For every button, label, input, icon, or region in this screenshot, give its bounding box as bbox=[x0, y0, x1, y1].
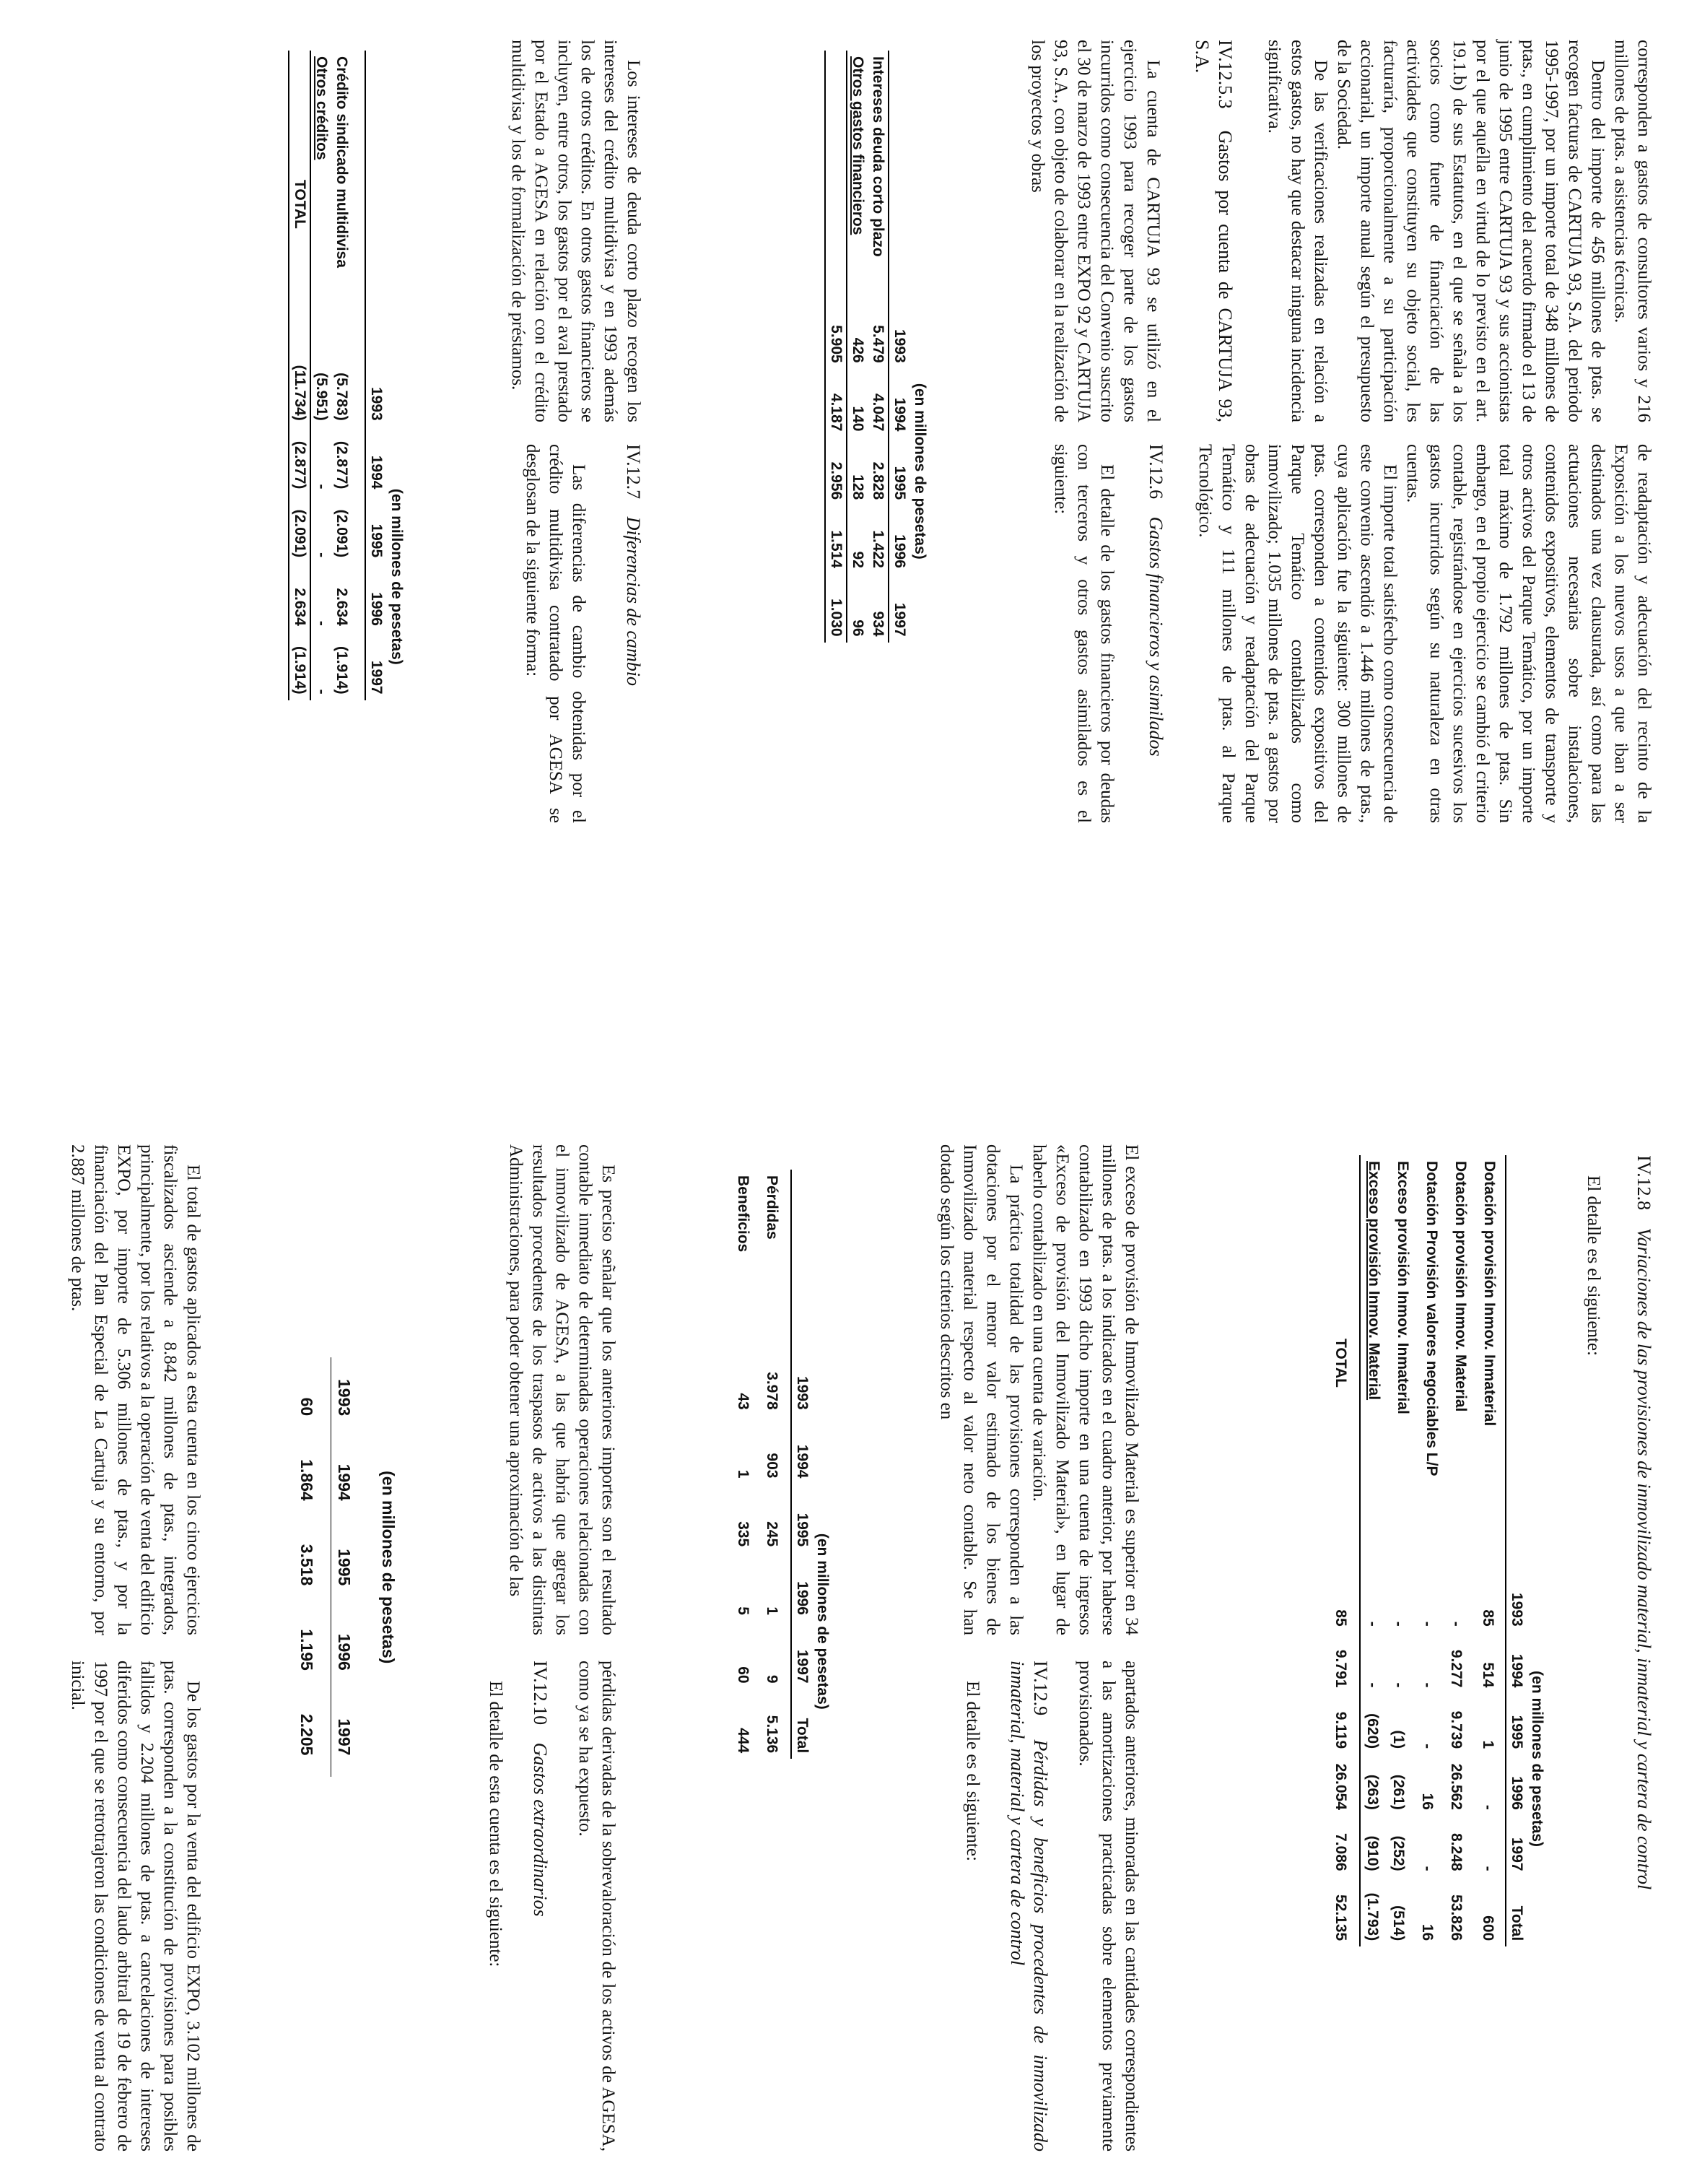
table-row-label: Dotación provisión Inmov. Material bbox=[1452, 1161, 1469, 1412]
table-cell: 92 bbox=[850, 551, 866, 568]
table-total-cell: (2.877) bbox=[292, 440, 308, 490]
section-title: Gastos financieros y asimilados bbox=[1146, 516, 1166, 757]
table-cell: - bbox=[1419, 1866, 1436, 1871]
paragraph: Es preciso señalar que los anteriores importes son el resultado contable inmediato de determinadas operaciones relacionadas con el inmovilizado de AGESA, a las que habría que agregar los resultados procedentes de los traspasos de activos a las distintas Administraciones, para poder obtener una aproximación de las bbox=[506, 1144, 618, 1635]
paragraph: de readaptación y adecuación del recinto de la Exposición a los nuevos usos a que iban a ser destinados una vez clausurada, así como para las actuaciones necesarias sobre instalaciones, contenidos expositivos, elementos de transporte y otros activos del Parque Temático, por un importe total máximo de 1.792 millones de ptas. Sin embargo, en el propio ejercicio se cambió el criterio contable, registrándose en ejercicios sucesivos los gastos incurridos según su naturaleza en otras cuentas. bbox=[1403, 444, 1654, 823]
section-heading bbox=[1190, 40, 1236, 422]
section-number: IV.12.7 bbox=[623, 444, 644, 500]
table-cell: 444 bbox=[735, 1728, 751, 1754]
table-cell: 600 bbox=[1480, 1915, 1496, 1941]
table-unit-label: (en millones de pesetas) bbox=[912, 383, 928, 560]
table-column-header: 1993 bbox=[794, 1376, 811, 1410]
table-total-cell: 7.086 bbox=[1332, 1833, 1349, 1871]
table-cell: 5 bbox=[735, 1606, 751, 1615]
table-column-header: 1995 bbox=[368, 523, 385, 558]
table-diferencias-cambio bbox=[288, 51, 406, 700]
text-block bbox=[506, 40, 645, 422]
table-unit-label: (en millones de pesetas) bbox=[388, 488, 405, 665]
table-cell: (620) bbox=[1364, 1713, 1381, 1749]
paragraph: El exceso de provisión de Inmovilizado Material es superior en 34 millones de ptas. a los indicados en el cuadro anterior, por haberse contabilizado en 1993 dicho importe en una cuenta de ingresos «Exceso de provisión del Inmovilizado Material», en lugar de haberlo contabilizado en una cuenta de variación. bbox=[1029, 1144, 1141, 1635]
text-block bbox=[961, 1661, 1143, 2152]
table-total-cell: 5.905 bbox=[828, 325, 845, 363]
table-cell: 245 bbox=[764, 1521, 780, 1547]
table-cell: (5.951) bbox=[313, 373, 330, 421]
table-column-header: 1993 bbox=[368, 387, 385, 421]
section-heading bbox=[528, 1661, 551, 2152]
table-cell: 128 bbox=[850, 474, 866, 500]
section-number: IV.12.10 bbox=[530, 1661, 551, 1726]
table-cell: 8.248 bbox=[1448, 1833, 1465, 1871]
table-cell: 5.479 bbox=[870, 325, 886, 363]
table-total-cell: 1.030 bbox=[828, 599, 845, 637]
paragraph: La cuenta de CARTUJA 93 se utilizó en el ejercicio 1993 para recoger parte de los gastos incurridos como consecuencia del Convenio suscrito el 30 de marzo de 1993 entre EXPO 92 y CARTUJA 93, S.A., con objeto de colaborar en la realización de los proyectos y obras bbox=[1028, 40, 1163, 422]
section-title: Diferencias de cambio bbox=[623, 516, 644, 687]
table-column-header: 1996 bbox=[794, 1581, 811, 1615]
table-total-cell: 2.634 bbox=[292, 588, 308, 626]
table-cell: 53.826 bbox=[1448, 1894, 1465, 1941]
text-block bbox=[66, 1144, 204, 1635]
table-cell: 1.864 bbox=[297, 1459, 316, 1501]
table-gastos-financieros bbox=[824, 51, 930, 643]
table-unit-label: (en millones de pesetas) bbox=[814, 1533, 831, 1710]
table-column-header: 1993 bbox=[891, 329, 908, 363]
section-title: Pérdidas y beneficios procedentes de inmovilizado inmaterial, material y cartera de control bbox=[1007, 1661, 1051, 2152]
table-cell: 5.136 bbox=[764, 1715, 780, 1754]
table-row-label: Pérdidas bbox=[764, 1175, 780, 1240]
table-cell: 903 bbox=[764, 1453, 780, 1479]
table-row-label: Dotación Provisión valores negociables L/P bbox=[1423, 1161, 1440, 1476]
table-cell: 1 bbox=[735, 1469, 751, 1479]
table-cell: 3.518 bbox=[297, 1544, 316, 1586]
table-row-label: Otros gastos financieros bbox=[850, 56, 866, 235]
table-row-label: Exceso provisión Inmov. Inmaterial bbox=[1395, 1161, 1411, 1414]
table-column-header: 1997 bbox=[331, 1692, 357, 1778]
table-total-cell: 9.791 bbox=[1332, 1649, 1349, 1688]
paragraph: De los gastos por la venta del edificio EXPO, 3.102 millones de ptas. corresponden a la constitución de provisiones para posibles fallidos y 2.204 millones de ptas. a cancelaciones de intereses diferidos como consecuencia del laudo arbitral de 19 de febrero de 1997 por el que se retrotrajeron las condiciones de venta al contrato inicial. bbox=[68, 1661, 203, 2152]
text-block bbox=[484, 1661, 619, 2152]
table-cell: 1 bbox=[764, 1606, 780, 1615]
paragraph: El importe total satisfecho como consecuencia de este convenio ascendió a 1.446 millones de ptas., cuya aplicación fue la siguiente: 300 millones de ptas. corresponden a contenidos expositivos del Parque Temático contabilizados como inmovilizado; 1.035 millones de ptas. a gastos por obras de adecuación y readaptación del Parque Temático y 111 millones de ptas. al Parque Tecnológico. bbox=[1195, 444, 1400, 823]
table-column-header: 1996 bbox=[891, 534, 908, 568]
table-total-cell: 1.514 bbox=[828, 530, 845, 568]
table-total-cell: 52.135 bbox=[1332, 1894, 1349, 1941]
table-column-header: 1996 bbox=[1509, 1776, 1525, 1810]
section-heading bbox=[1632, 1155, 1655, 2152]
table-total-cell: 26.054 bbox=[1332, 1763, 1349, 1810]
table-cell: 4.047 bbox=[870, 393, 886, 432]
table-unit-label: (en millones de pesetas) bbox=[1529, 1671, 1545, 1848]
table-cell: - bbox=[1419, 1621, 1436, 1627]
paragraph: Las diferencias de cambio obtenidas por el crédito multidivisa contratado por AGESA se desglosan de la siguiente forma: bbox=[523, 444, 588, 823]
paragraph: De las verificaciones realizadas en relación a estos gastos, no hay que destacar ninguna incidencia significativa. bbox=[1265, 40, 1330, 422]
table-cell: (1.914) bbox=[333, 646, 350, 695]
table-total-label: TOTAL bbox=[1332, 1338, 1349, 1388]
table-column-header: Total bbox=[1509, 1905, 1525, 1941]
table-cell: - bbox=[1419, 1682, 1436, 1688]
intro-text: El detalle de esta cuenta es el siguiente: bbox=[486, 1681, 505, 1967]
table-cell: 1 bbox=[1480, 1740, 1496, 1749]
table-column-header: 1994 bbox=[331, 1437, 357, 1523]
table-column-header: 1993 bbox=[331, 1357, 357, 1437]
table-column-header: 1997 bbox=[368, 660, 385, 695]
text-block bbox=[504, 1144, 619, 1635]
paragraph: El detalle de los gastos financieros por deudas con terceros y otros gastos asimilados es el siguiente: bbox=[1051, 444, 1117, 823]
text-block bbox=[1582, 1155, 1655, 2152]
table-cell: 60 bbox=[297, 1397, 316, 1417]
table-cell: 3.978 bbox=[764, 1372, 780, 1410]
section-number: IV.12.5.3 bbox=[1215, 40, 1236, 109]
table-column-header: 1994 bbox=[368, 455, 385, 490]
table-cell: 43 bbox=[735, 1393, 751, 1410]
table-cell: 514 bbox=[1480, 1662, 1496, 1688]
table-row-label: Beneficios bbox=[735, 1175, 751, 1253]
table-cell: (261) bbox=[1390, 1774, 1407, 1810]
table-column-header: 1996 bbox=[368, 592, 385, 626]
table-total-cell: (11.734) bbox=[292, 365, 308, 421]
table-cell: - bbox=[1364, 1682, 1381, 1688]
section-number: IV.12.6 bbox=[1146, 444, 1166, 500]
table-cell: 934 bbox=[870, 611, 886, 637]
table-perdidas-beneficios bbox=[733, 1170, 832, 1759]
table-column-header: 1997 bbox=[891, 602, 908, 637]
text-block bbox=[520, 444, 645, 823]
table-row-label: Crédito sindicado multidivisa bbox=[333, 56, 350, 268]
table-row-label: Exceso provisión Inmov. Material bbox=[1366, 1161, 1382, 1401]
table-column-header: 1995 bbox=[794, 1513, 811, 1547]
paragraph: La práctica totalidad de las provisiones corresponden a las dotaciones por el menor valor estimado de los bienes de Inmovilizado material respecto al valor neto contable. Se han dotado según los criterios descritos en bbox=[937, 1144, 1026, 1635]
table-cell: 96 bbox=[850, 619, 866, 637]
table-cell: (2.091) bbox=[333, 509, 350, 558]
section-title: Variaciones de las provisiones de inmovilizado material, inmaterial y cartera de control bbox=[1633, 1227, 1654, 1890]
table-cell: - bbox=[1390, 1621, 1407, 1627]
intro-text: El detalle es el siguiente: bbox=[1584, 1175, 1603, 1356]
table-cell: - bbox=[313, 620, 330, 626]
text-block bbox=[935, 1144, 1143, 1635]
table-cell: - bbox=[1480, 1866, 1496, 1871]
table-cell: 1.195 bbox=[297, 1629, 316, 1671]
table-total-label: TOTAL bbox=[292, 179, 308, 230]
table-cell: (5.783) bbox=[333, 373, 350, 421]
table-gastos-extraordinarios bbox=[282, 1357, 399, 1777]
paragraph: pérdidas derivadas de la sobrevaloración de los activos de AGESA, como ya se ha expuesto. bbox=[575, 1661, 618, 2152]
intro-text: El detalle es el siguiente: bbox=[963, 1681, 982, 1861]
table-cell: 60 bbox=[735, 1666, 751, 1684]
table-column-header: 1995 bbox=[331, 1523, 357, 1608]
table-cell: (2.877) bbox=[333, 440, 350, 490]
table-row-label: Intereses deuda corto plazo bbox=[870, 56, 886, 257]
table-cell: (252) bbox=[1390, 1835, 1407, 1871]
table-cell: - bbox=[1448, 1621, 1465, 1627]
table-total-cell: (1.914) bbox=[292, 646, 308, 695]
table-column-header: 1994 bbox=[1509, 1653, 1525, 1688]
table-cell: 26.562 bbox=[1448, 1763, 1465, 1810]
table-cell: 2.205 bbox=[297, 1713, 316, 1756]
section-heading bbox=[1005, 1661, 1052, 2152]
text-column-2 bbox=[1049, 444, 1655, 823]
table-total-cell: 9.119 bbox=[1332, 1711, 1349, 1749]
table-row-label: Dotación provisión Inmov. Inmaterial bbox=[1481, 1161, 1498, 1427]
section-heading bbox=[621, 444, 645, 823]
table-cell: (1.793) bbox=[1364, 1892, 1381, 1941]
table-column-header: 1997 bbox=[1509, 1837, 1525, 1871]
table-total-cell: (2.091) bbox=[292, 509, 308, 558]
table-cell: (263) bbox=[1364, 1774, 1381, 1810]
section-heading bbox=[1144, 444, 1167, 823]
section-number: IV.12.9 bbox=[1030, 1661, 1051, 1716]
table-column-header: 1993 bbox=[1509, 1593, 1525, 1627]
table-cell: 335 bbox=[735, 1521, 751, 1547]
table-cell: 85 bbox=[1480, 1609, 1496, 1627]
table-total-cell: 2.956 bbox=[828, 461, 845, 500]
table-total-cell: 4.187 bbox=[828, 393, 845, 432]
table-cell: - bbox=[1480, 1804, 1496, 1810]
table-cell: (1) bbox=[1390, 1730, 1407, 1749]
table-cell: 140 bbox=[850, 406, 866, 432]
table-cell: (910) bbox=[1364, 1835, 1381, 1871]
section-title: Gastos por cuenta de CARTUJA 93, S.A. bbox=[1192, 40, 1236, 422]
table-cell: 426 bbox=[850, 337, 866, 363]
table-cell: 2.828 bbox=[870, 461, 886, 500]
table-cell: - bbox=[313, 552, 330, 558]
table-column-header: 1994 bbox=[891, 397, 908, 432]
paragraph: Los intereses de deuda corto plazo recogen los intereses del crédito multidivisa y en 1993 además los de otros créditos. En otros gastos financieros se incluyen, entre otros, los gastos por el aval prestado por el Estado a AGESA en relación con el crédito multidivisa y los de formalización de préstamos. bbox=[508, 40, 643, 422]
table-column-header: 1997 bbox=[794, 1649, 811, 1684]
paragraph: Dentro del importe de 456 millones de ptas. se recogen facturas de CARTUJA 93, S.A. del periodo 1995-1997, por un importe total de 348 millones de ptas., en cumplimiento del acuerdo firmado el 13 de junio de 1995 entre CARTUJA 93 y sus accionistas por el que aquélla en virtud de lo previsto en el art. 19.1.b) de sus Estatutos, en el que se señala a los socios como fuente de financiación de las actividades que constituyen su objeto social, les facturaría, proporcionalmente a su participación accionarial, un importe anual según el presupuesto de la Sociedad. bbox=[1334, 40, 1607, 422]
table-cell: (514) bbox=[1390, 1905, 1407, 1941]
paragraph: apartados anteriores, minoradas en las cantidades correspondientes a las amortizaciones practicadas sobre elementos previamente provisionados. bbox=[1076, 1661, 1141, 2152]
section-number: IV.12.8 bbox=[1633, 1155, 1654, 1211]
table-cell: - bbox=[313, 689, 330, 695]
table-column-header: 1995 bbox=[891, 466, 908, 500]
table-cell: 16 bbox=[1419, 1793, 1436, 1810]
table-cell: - bbox=[1390, 1682, 1407, 1688]
table-column-header: 1994 bbox=[794, 1444, 811, 1479]
table-cell: - bbox=[1364, 1621, 1381, 1627]
table-cell: - bbox=[313, 484, 330, 490]
table-column-header: Total bbox=[794, 1718, 811, 1754]
paragraph: corresponden a gastos de consultores varios y 216 millones de ptas. a asistencias técnicas. bbox=[1611, 40, 1654, 422]
table-cell: 16 bbox=[1419, 1923, 1436, 1941]
table-column-header: 1996 bbox=[331, 1607, 357, 1692]
table-cell: - bbox=[1419, 1744, 1436, 1749]
table-cell: 9.739 bbox=[1448, 1710, 1465, 1749]
section-title: Gastos extraordinarios bbox=[530, 1742, 551, 1917]
table-column-header: 1995 bbox=[1509, 1715, 1525, 1749]
table-cell: 9.277 bbox=[1448, 1649, 1465, 1688]
table-cell: 2.634 bbox=[333, 588, 350, 626]
text-block bbox=[66, 1661, 204, 2152]
table-unit-label: (en millones de pesetas) bbox=[379, 1471, 398, 1664]
table-cell: 1.422 bbox=[870, 530, 886, 568]
table-provisiones bbox=[1330, 1155, 1547, 1946]
table-total-cell: 85 bbox=[1332, 1609, 1349, 1627]
text-column-1 bbox=[1026, 40, 1655, 422]
paragraph: El total de gastos aplicados a esta cuenta en los cinco ejercicios fiscalizados asciende a 8.842 millones de ptas., integrados, principalmente, por los relativos a la operación de venta del edificio EXPO, por importe de 5.306 millones de ptas., y por la financiación del Plan Especial de La Cartuja y su entorno, por 2.887 millones de ptas. bbox=[68, 1144, 203, 1635]
table-row-label: Otros créditos bbox=[313, 56, 330, 160]
table-cell: 9 bbox=[764, 1674, 780, 1684]
